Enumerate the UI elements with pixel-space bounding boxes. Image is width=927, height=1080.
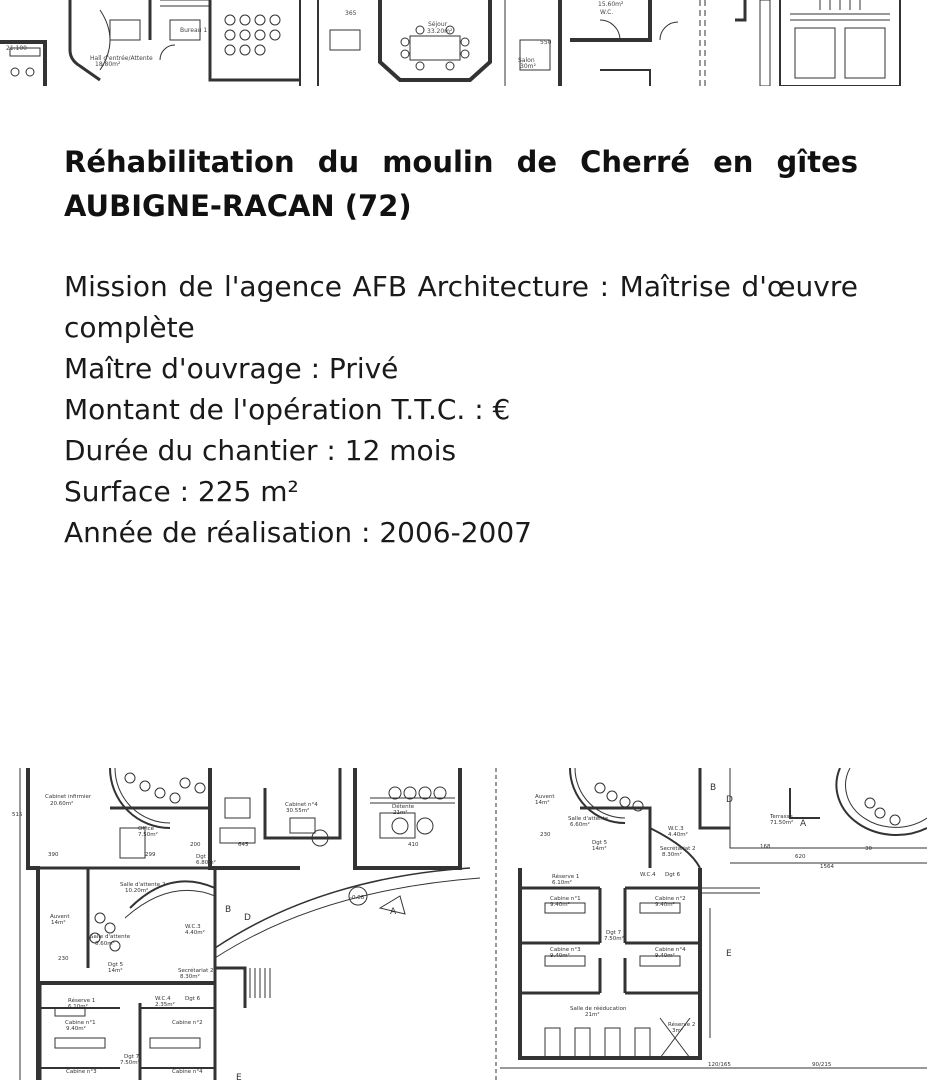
section-mark: D [726,795,733,805]
room-area: 71.50m² [770,820,794,826]
plan-dim: 390 [48,852,59,858]
room-label: Réserve 1 [68,998,96,1004]
plan-dim: 30 [865,846,872,852]
room-label: Cabinet infirmier [45,794,92,800]
plan-dim: 410 [408,842,419,848]
room-label: Dgt 7 [606,930,622,936]
plan-dim: 168 [760,844,771,850]
room-label: Cabine n°4 [172,1069,203,1075]
floor-plan-top-drawing [0,0,927,86]
room-label: Dgt 7 [124,1054,140,1060]
room-area: 14m² [108,968,123,974]
section-mark: A [390,907,397,917]
room-label: Salle d'attente [90,934,131,940]
plan-dim: 1564 [820,864,834,870]
room-area: 18.80m² [95,61,121,68]
room-area: 10.20m² [125,888,149,894]
room-area: 6.10m² [68,1004,88,1010]
room-area: 9.40m² [66,1026,86,1032]
room-area: 2.35m² [155,1002,175,1008]
room-label: Auvent [535,794,555,800]
room-area: 8.30m² [662,852,682,858]
plan-dim: 550 [540,39,552,46]
room-label: Cabine n°3 [550,947,581,953]
room-label: Détente [392,804,415,810]
room-label: Secrétariat 2 [660,846,696,852]
room-area: 4.40m² [668,832,688,838]
project-location: AUBIGNE-RACAN (72) [64,189,412,223]
room-area: 8.30m² [180,974,200,980]
project-details [64,266,858,553]
plan-dim: 620 [795,854,806,860]
section-mark: D [244,913,251,923]
duration-text: Durée du chantier : 12 mois [64,434,457,467]
room-label: Auvent [50,914,70,920]
section-mark: E [236,1073,242,1080]
room-label: Dgt 3 [196,854,212,860]
room-label: Dgt 5 [108,962,124,968]
room-label: Salle de rééducation [570,1006,627,1012]
room-label: Cabine n°2 [172,1020,203,1026]
plan-dim: 365 [345,10,357,17]
room-area: 9.40m² [655,953,675,959]
plan-dim: 120/165 [708,1062,731,1068]
room-area: 30.55m² [286,808,310,814]
room-label: Hall d'entrée/Attente [90,55,153,62]
room-area: 3m² [672,1028,684,1034]
room-label: Office [138,826,155,832]
owner-text: Maître d'ouvrage : Privé [64,352,399,385]
room-label: Réserve 2 [668,1022,696,1028]
room-area: 14m² [51,920,66,926]
room-label: Cabine n°1 [550,896,581,902]
room-area: 14m² [592,846,607,852]
room-area: 15.60m² [598,1,624,8]
room-label: Cabine n°4 [655,947,686,953]
room-area: 9.40m² [550,902,570,908]
room-area: 9.40m² [550,953,570,959]
section-mark: E [726,949,732,959]
floor-plan-bottom [0,768,927,1080]
room-label: Dgt 5 [592,840,608,846]
room-area: 7.50m² [138,832,158,838]
room-label: Cabine n°1 [65,1020,96,1026]
room-label: Dgt 6 [665,872,681,878]
room-label: Salon [518,57,535,64]
room-label: W.C.4 [155,996,171,1002]
room-label: Séjour [428,21,448,28]
plan-dim: 645 [238,842,249,848]
plan-dim: -0.08 [350,895,365,901]
plan-dim: 299 [145,852,156,858]
surface-text: Surface : 225 m² [64,475,299,508]
mission-text: Mission de l'agence AFB Architecture : Maîtrise d'œuvre complète [64,270,858,344]
project-title [64,140,858,228]
room-area: 21m² [393,810,408,816]
room-area: 30m² [520,63,536,70]
floor-plan-top [0,0,927,86]
room-label: Dgt 6 [185,996,201,1002]
room-label: W.C.3 [668,826,684,832]
room-label: Cabine n°2 [655,896,686,902]
room-area: 20.60m² [50,801,74,807]
floor-plan-bottom-drawing [0,768,927,1080]
section-mark: B [225,905,232,915]
room-area: 21m² [585,1012,600,1018]
room-area: 7.50m² [120,1060,140,1066]
project-title-line1: Réhabilitation du moulin de Cherré en gîtes [64,145,858,179]
year-text: Année de réalisation : 2006-2007 [64,516,532,549]
room-area: 6.60m² [95,941,115,947]
room-label: Réserve 1 [552,874,580,880]
room-label: W.C. [600,9,614,16]
room-label: Salle d'attente [568,816,609,822]
plan-dim: 200 [190,842,201,848]
room-area: 7.50m² [604,936,624,942]
room-label: Salle d'attente 2 [120,882,166,888]
plan-dim: 90/215 [812,1062,832,1068]
room-label: W.C.4 [640,872,656,878]
plan-dim: 230 [58,956,69,962]
room-area: 6.60m² [570,822,590,828]
plan-dim: 230 [540,832,551,838]
room-label: Bureau 1 [180,27,208,34]
section-mark: A [800,819,807,829]
room-label: Secrétariat 2 [178,968,214,974]
room-area: 4.40m² [185,930,205,936]
section-mark: B [710,783,717,793]
room-label: Terrasse [770,814,793,820]
plan-dim: 21.100 [6,45,27,52]
room-area: 6.80m² [196,860,216,866]
room-label: W.C.3 [185,924,201,930]
room-area: 9.40m² [655,902,675,908]
room-area: 6.10m² [552,880,572,886]
room-area: 33.20m² [427,28,453,35]
room-label: Cabinet n°4 [285,802,318,808]
room-area: 14m² [535,800,550,806]
room-label: Cabine n°3 [66,1069,97,1075]
amount-text: Montant de l'opération T.T.C. : € [64,393,511,426]
plan-dim: 515 [12,812,23,818]
